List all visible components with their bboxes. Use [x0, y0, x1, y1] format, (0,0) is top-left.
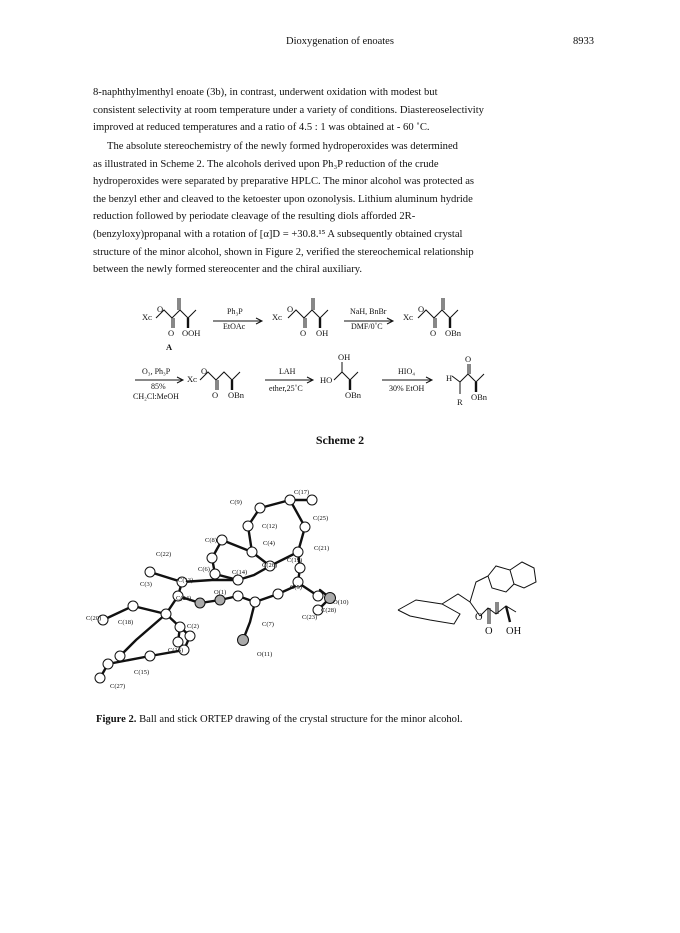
reagent-hio4: HIO₄: [398, 367, 416, 376]
paragraph-2-line: between the newly formed stereocenter and the chiral auxiliary.: [93, 264, 363, 276]
page-number: 8933: [573, 36, 594, 47]
ester-o-label: O: [418, 304, 425, 314]
figure-caption-text: Ball and stick ORTEP drawing of the crystal structure for the minor alcohol.: [139, 714, 463, 725]
atom-label: C(24): [176, 595, 192, 602]
paragraph-2-line: reduction followed by periodate cleavage of the resulting diols afforded 2R-: [93, 211, 416, 223]
atom-label: C(15): [134, 669, 150, 676]
atom-label: C(27): [110, 683, 126, 690]
atom-label: C(26): [262, 562, 278, 569]
atom-c24: [195, 598, 205, 608]
atom-label: O(1): [214, 589, 227, 596]
paragraph-1-line: consistent selectivity at room temperature under a variety of conditions. Diastereoselectivity: [93, 104, 484, 116]
atom-label: C(9): [230, 499, 242, 506]
carbonyl-o-label: O: [485, 626, 493, 637]
h-label: H: [446, 373, 453, 383]
atom-label: C(7): [262, 621, 274, 628]
reagent-dmf: DMF/0˚C: [351, 322, 383, 331]
ester-o-label: O: [465, 354, 472, 364]
reagent-nah-bnbr: NaH, BnBr: [350, 307, 387, 316]
oh-label: OH: [338, 352, 351, 362]
carbonyl-o-label: O: [430, 328, 437, 338]
atom-label: C(18): [118, 619, 134, 626]
reagent-solvent: CH₂Cl:MeOH: [133, 392, 179, 401]
ester-o-label: O: [157, 304, 164, 314]
atom-label: C(16): [168, 647, 184, 654]
carbonyl-o-label: O: [212, 390, 219, 400]
ester-o-label: O: [287, 304, 294, 314]
atom-label: O(11): [257, 651, 273, 658]
atom-label: C(3): [140, 581, 152, 588]
reagent-ph3p: Ph₃P: [227, 307, 243, 316]
paragraph-2-line: The absolute stereochemistry of the newly formed hydroperoxides was determined: [107, 141, 458, 152]
obn-label: OBn: [445, 328, 462, 338]
atom-label: C(22): [156, 551, 172, 558]
xc-label: Xᴄ: [142, 312, 153, 322]
atom-label: C(12): [262, 523, 278, 530]
carbonyl-o-label: O: [168, 328, 175, 338]
r-label: R: [457, 397, 463, 407]
atom-label: C(19): [287, 557, 303, 564]
figure-caption: [96, 714, 463, 725]
paragraph-2-line: the benzyl ether and cleaved to the ketoester upon ozonolysis. Lithium aluminum hydride: [93, 193, 473, 205]
atom-label: C(28): [321, 607, 337, 614]
atom-label: C(25): [313, 515, 329, 522]
atom-label: C(20): [86, 615, 102, 622]
atom-label: C(2): [187, 623, 199, 630]
atom-label: C(23): [302, 614, 318, 621]
carbonyl-o-label: O: [300, 328, 307, 338]
atom-label: C(6): [198, 566, 210, 573]
compound-a-label: A: [166, 342, 173, 352]
oh-label: OH: [316, 328, 329, 338]
paragraph-2-line: as illustrated in Scheme 2. The alcohols derived upon Ph₃P reduction of the crude: [93, 158, 439, 170]
atom-label: C(21): [314, 545, 330, 552]
paragraph-2-line: hydroperoxides were separated by preparative HPLC. The minor alcohol was protected as: [93, 176, 475, 188]
xc-label: Xᴄ: [403, 312, 414, 322]
reagent-etoac: EtOAc: [223, 322, 246, 331]
atom-o11: [238, 635, 249, 646]
obn-label: OBn: [471, 392, 488, 402]
reagent-lah: LAH: [279, 367, 296, 376]
reagent-ether: ether,25˚C: [269, 384, 303, 393]
scheme-title: Scheme 2: [315, 433, 365, 447]
reagent-ethanol: 30% EtOH: [389, 384, 425, 393]
obn-label: OBn: [345, 390, 362, 400]
paragraph-2-line: (benzyloxy)propanal with a rotation of [α]D = +30.8.¹⁵ A subsequently obtained crystal: [93, 228, 463, 240]
obn-label: OBn: [228, 390, 245, 400]
paragraph-1-line: 8-naphthylmenthyl enoate (3b), in contrast, underwent oxidation with modest but: [93, 87, 438, 98]
paragraph-1-line: improved at reduced temperatures and a ratio of 4.5 : 1 was obtained at - 60 ˚C.: [93, 122, 430, 134]
figure-caption-label: Figure 2.: [96, 714, 137, 725]
paragraph-2-line: structure of the minor alcohol, shown in Figure 2, verified the stereochemical relationship: [93, 246, 474, 258]
atom-c17: [285, 495, 295, 505]
xc-label: Xᴄ: [187, 374, 198, 384]
atom-label: C(4): [263, 540, 275, 547]
atom-label: C(13): [178, 577, 194, 584]
reagent-yield: 85%: [151, 382, 166, 391]
ooh-label: OOH: [182, 328, 201, 338]
ho-label: HO: [320, 375, 333, 385]
xc-label: Xᴄ: [272, 312, 283, 322]
running-header-title: Dioxygenation of enoates: [286, 36, 394, 47]
ester-o-label: O: [475, 612, 483, 623]
menthyl-ring: [398, 600, 460, 624]
oh-label: OH: [506, 626, 522, 637]
atom-label: C(14): [232, 569, 248, 576]
atom-label: C(8): [205, 537, 217, 544]
atom-label: O(10): [333, 599, 349, 606]
atom-label: C(17): [294, 489, 310, 496]
reagent-ozone: O₃, Ph₃P: [142, 367, 171, 376]
ester-o-label: O: [201, 366, 208, 376]
atom-label: C(5): [290, 584, 302, 591]
